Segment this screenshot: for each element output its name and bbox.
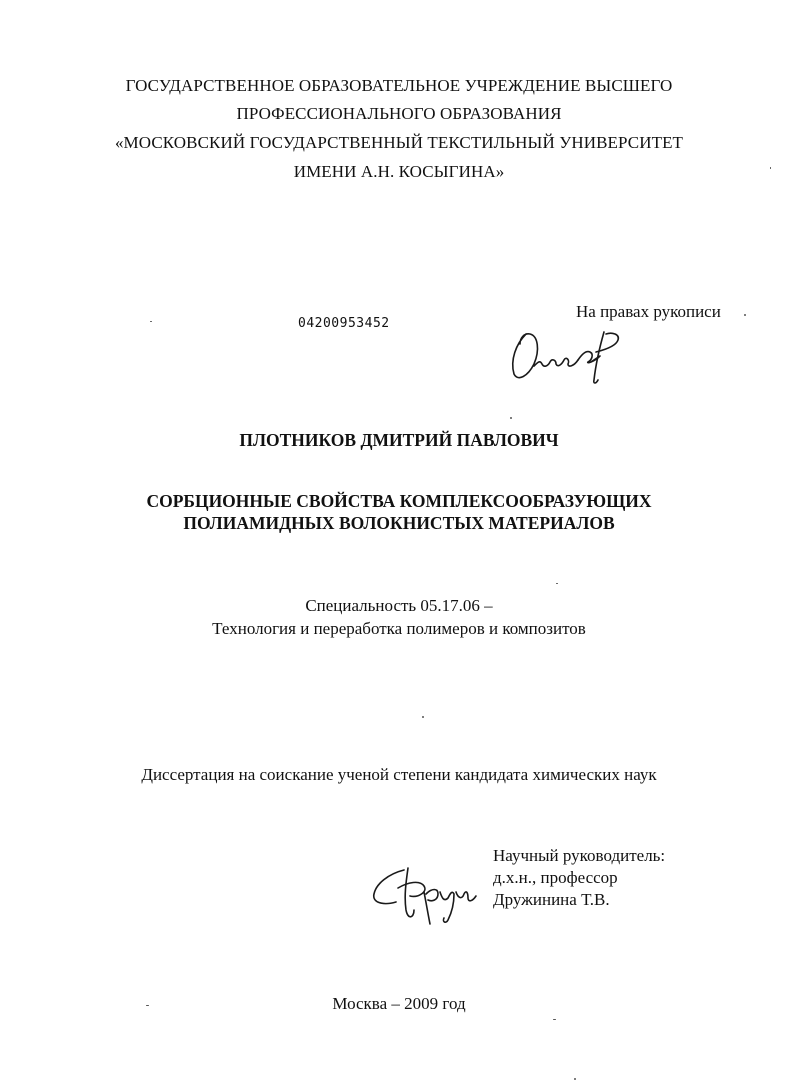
scan-speck [770, 167, 771, 169]
scan-speck [150, 321, 152, 322]
supervisor-rank: д.х.н., профессор [493, 868, 618, 887]
author-signature [508, 326, 628, 386]
scan-speck [146, 1005, 149, 1006]
title-line-1: СОРБЦИОННЫЕ СВОЙСТВА КОМПЛЕКСООБРАЗУЮЩИХ [146, 491, 652, 511]
scan-speck [744, 314, 746, 316]
supervisor-signature [368, 862, 488, 932]
scan-speck [510, 417, 512, 419]
author-name: ПЛОТНИКОВ ДМИТРИЙ ПАВЛОВИЧ [239, 430, 559, 450]
specialty-line-1: Специальность 05.17.06 – [305, 596, 493, 615]
scan-speck [553, 1019, 556, 1020]
institution-line-2: ПРОФЕССИОНАЛЬНОГО ОБРАЗОВАНИЯ [236, 104, 562, 123]
scan-speck [574, 1078, 576, 1080]
institution-line-1: ГОСУДАРСТВЕННОЕ ОБРАЗОВАТЕЛЬНОЕ УЧРЕЖДЕНИЕ ВЫСШЕГО [125, 76, 673, 95]
scan-speck [422, 716, 424, 718]
supervisor-name: Дружинина Т.В. [493, 890, 610, 909]
institution-line-4: ИМЕНИ А.Н. КОСЫГИНА» [293, 162, 505, 181]
specialty-line-2: Технология и переработка полимеров и композитов [212, 619, 586, 638]
degree-statement: Диссертация на соискание ученой степени кандидата химических наук [141, 765, 657, 784]
scan-speck [556, 583, 558, 584]
city-year: Москва – 2009 год [332, 994, 466, 1013]
catalog-number: 04200953452 [298, 316, 390, 331]
rights-note: На правах рукописи [576, 302, 721, 321]
supervisor-role: Научный руководитель: [493, 846, 666, 865]
title-line-2: ПОЛИАМИДНЫХ ВОЛОКНИСТЫХ МАТЕРИАЛОВ [183, 513, 615, 533]
institution-line-3: «МОСКОВСКИЙ ГОСУДАРСТВЕННЫЙ ТЕКСТИЛЬНЫЙ УНИВЕРСИТЕТ [114, 133, 684, 152]
